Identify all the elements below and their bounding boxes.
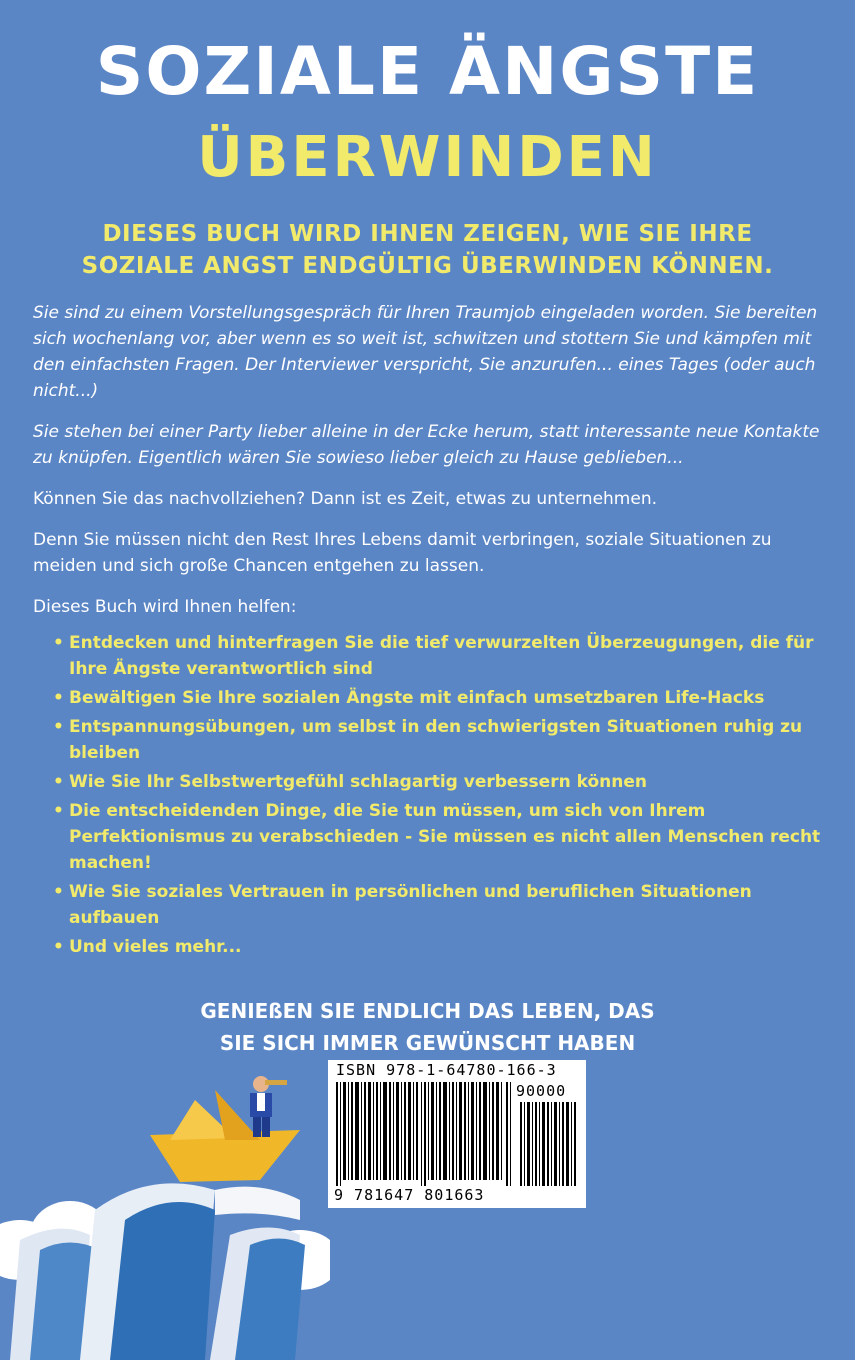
list-item: • Entdecken und hinterfragen Sie die tief verwurzelten Überzeugungen, die für Ihre Ängste verantwortlich sind	[53, 630, 823, 682]
closing-line-1: GENIEßEN SIE ENDLICH DAS LEBEN, DAS	[200, 999, 655, 1023]
bullet-icon: •	[53, 688, 64, 708]
isbn-label: ISBN 978-1-64780-166-3	[336, 1061, 557, 1079]
isbn-barcode	[328, 1060, 586, 1208]
subtitle-line-2: SOZIALE ANGST ENDGÜLTIG ÜBERWINDEN KÖNNEN.	[81, 253, 774, 279]
bullet-icon: •	[53, 717, 64, 737]
closing-tagline	[0, 995, 855, 1059]
paragraph-party: Sie stehen bei einer Party lieber alleine in der Ecke herum, statt interessante neue Kontakte zu knüpfen. Eigentlich wären Sie sowieso lieber gleich zu Hause geblieben...	[33, 422, 820, 468]
bullet-icon: •	[53, 937, 64, 957]
closing-line-2: SIE SICH IMMER GEWÜNSCHT HABEN	[219, 1031, 636, 1055]
bullet-icon: •	[53, 801, 64, 821]
person-telescope-icon	[250, 1076, 287, 1137]
bullet-icon: •	[53, 882, 64, 902]
list-item: • Wie Sie Ihr Selbstwertgefühl schlagartig verbessern können	[53, 769, 823, 795]
price-code: 90000	[516, 1082, 567, 1100]
subtitle	[0, 218, 855, 282]
subtitle-line-1: DIESES BUCH WIRD IHNEN ZEIGEN, WIE SIE IHRE	[102, 221, 753, 247]
paper-boat-waves-illustration	[0, 1060, 330, 1360]
bullet-icon: •	[53, 772, 64, 792]
price-barcode-bars	[520, 1102, 578, 1186]
list-item: • Entspannungsübungen, um selbst in den schwierigsten Situationen ruhig zu bleiben	[53, 714, 823, 766]
list-item: • Und vieles mehr...	[53, 934, 823, 960]
benefits-list	[33, 630, 823, 960]
paragraph-interview: Sie sind zu einem Vorstellungsgespräch für Ihren Traumjob eingeladen worden. Sie bereiten sich wochenlang vor, aber wenn es so weit ist, schwitzen und stottern Sie und kämpfen mit den einfachsten Fragen. Der Interviewer verspricht, Sie anzurufen... eines Tages (oder auch nicht...)	[33, 303, 818, 401]
bullet-icon: •	[53, 633, 64, 653]
blurb-body	[33, 300, 823, 963]
bullet-list-lead: Dieses Buch wird Ihnen helfen:	[33, 597, 297, 617]
paragraph-rest-of-life: Denn Sie müssen nicht den Rest Ihres Lebens damit verbringen, soziale Situationen zu meiden und sich große Chancen entgehen zu lassen.	[33, 530, 772, 576]
list-item: • Wie Sie soziales Vertrauen in persönlichen und beruflichen Situationen aufbauen	[53, 879, 823, 931]
paper-boat-icon	[150, 1090, 300, 1182]
title-line-1: SOZIALE ÄNGSTE	[95, 33, 760, 110]
list-item: • Bewältigen Sie Ihre sozialen Ängste mit einfach umsetzbaren Life-Hacks	[53, 685, 823, 711]
paragraph-question: Können Sie das nachvollziehen? Dann ist es Zeit, etwas zu unternehmen.	[33, 489, 658, 509]
list-item: • Die entscheidenden Dinge, die Sie tun müssen, um sich von Ihrem Perfektionismus zu verabschieden - Sie müssen es nicht allen Menschen recht machen!	[53, 798, 823, 876]
barcode-bars	[336, 1082, 514, 1186]
isbn-digits: 9 781647 801663	[334, 1186, 485, 1204]
title-line-2: ÜBERWINDEN	[197, 125, 658, 190]
